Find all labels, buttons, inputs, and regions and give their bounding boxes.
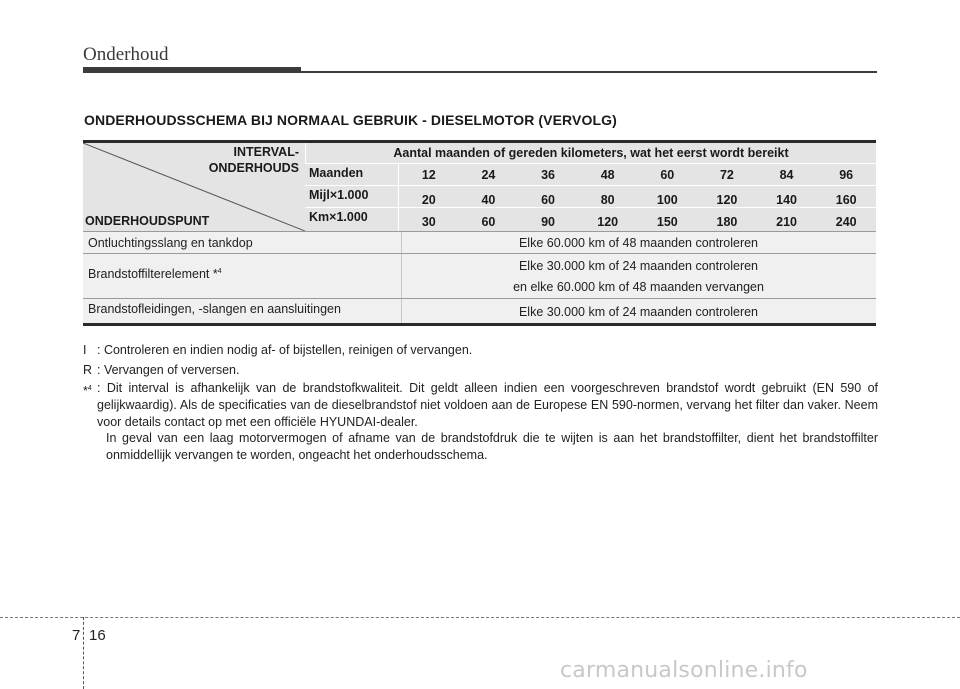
months-value: 36 — [541, 168, 556, 182]
corner-item-label: ONDERHOUDSPUNT — [85, 214, 210, 228]
months-value: 48 — [600, 168, 615, 182]
table-corner-cell — [83, 143, 305, 231]
item-note: Elke 30.000 km of 24 maanden controleren — [518, 305, 759, 319]
months-value: 72 — [719, 168, 734, 182]
miles-value: 120 — [716, 193, 738, 207]
table-row — [83, 298, 876, 323]
months-value: 96 — [839, 168, 854, 182]
miles-value: 160 — [835, 193, 857, 207]
miles-row — [305, 185, 876, 207]
table-row — [83, 253, 876, 298]
page-number: 16 — [89, 627, 106, 644]
table-row — [83, 231, 876, 253]
item-note: Elke 60.000 km of 48 maanden controleren — [518, 236, 759, 250]
header-rule-thin — [301, 71, 877, 73]
item-name: Brandstoffilterelement *$^4$ — [88, 267, 222, 281]
km-value: 120 — [597, 215, 619, 229]
km-value: 240 — [835, 215, 857, 229]
km-value: 90 — [541, 215, 556, 229]
miles-value: 140 — [776, 193, 797, 207]
miles-value: 20 — [421, 193, 436, 207]
legend-footnote: *$^4$ : Dit interval is afhankelijk van de brandstofkwaliteit. Dit geldt alleen indien een voorgeschreven brandstof wordt gebruikt (EN 590 of gelijkwaardig). Als de specificaties van de dieselbrandstof niet voldoen aan de Europese EN 590-normen, vervang het filter dan vaker. Neem voor details contact op met een officiële HYUNDAI-dealer. — [83, 381, 878, 429]
km-row — [305, 207, 876, 231]
legend-inspect: I : Controleren en indien nodig af- of bijstellen, reinigen of vervangen. — [83, 343, 473, 357]
km-value: 60 — [481, 215, 496, 229]
footer-rule — [0, 617, 960, 618]
item-name: Ontluchtingsslang en tankdop — [88, 236, 253, 250]
item-note: en elke 60.000 km of 48 maanden vervangen — [513, 280, 764, 294]
miles-value: 100 — [656, 193, 678, 207]
maintenance-schedule-table — [83, 140, 876, 326]
page-header-title: Onderhoud — [83, 44, 169, 65]
km-value: 30 — [421, 215, 436, 229]
months-value: 24 — [481, 168, 496, 182]
km-value: 210 — [776, 215, 797, 229]
section-title: ONDERHOUDSSCHEMA BIJ NORMAAL GEBRUIK - DIESELMOTOR (VERVOLG) — [84, 112, 617, 128]
months-value: 84 — [779, 168, 794, 182]
item-name: Brandstofleidingen, -slangen en aansluitingen — [88, 302, 341, 316]
months-label: Maanden — [309, 166, 364, 180]
miles-value: 80 — [600, 193, 615, 207]
miles-label: Mijl×1.000 — [309, 188, 369, 202]
km-value: 150 — [656, 215, 678, 229]
interval-span-header: Aantal maanden of gereden kilometers, wat het eerst wordt bereikt — [305, 143, 876, 163]
miles-value: 60 — [541, 193, 556, 207]
km-value: 180 — [716, 215, 738, 229]
corner-interval-label: INTERVAL- ONDERHOUDS — [208, 145, 299, 175]
legend-footnote-extra: In geval van een laag motorvermogen of afname van de brandstofdruk die te wijten is aan het brandstoffilter, dient het brandstoffilter onmiddellijk vervangen te worden, ongeacht het onderhoudsschema. — [106, 431, 878, 462]
footer-divider — [83, 617, 84, 689]
table-bottom-rule — [83, 323, 876, 326]
header-rule-thick — [83, 67, 301, 73]
months-row — [305, 163, 876, 185]
item-note: Elke 30.000 km of 24 maanden controleren — [518, 259, 759, 273]
watermark: carmanualsonline.info — [560, 658, 808, 683]
months-value: 60 — [660, 168, 675, 182]
legend-replace: R : Vervangen of verversen. — [83, 363, 240, 377]
months-value: 12 — [421, 168, 436, 182]
chapter-number: 7 — [72, 627, 81, 644]
km-label: Km×1.000 — [309, 210, 368, 224]
miles-value: 40 — [481, 193, 496, 207]
